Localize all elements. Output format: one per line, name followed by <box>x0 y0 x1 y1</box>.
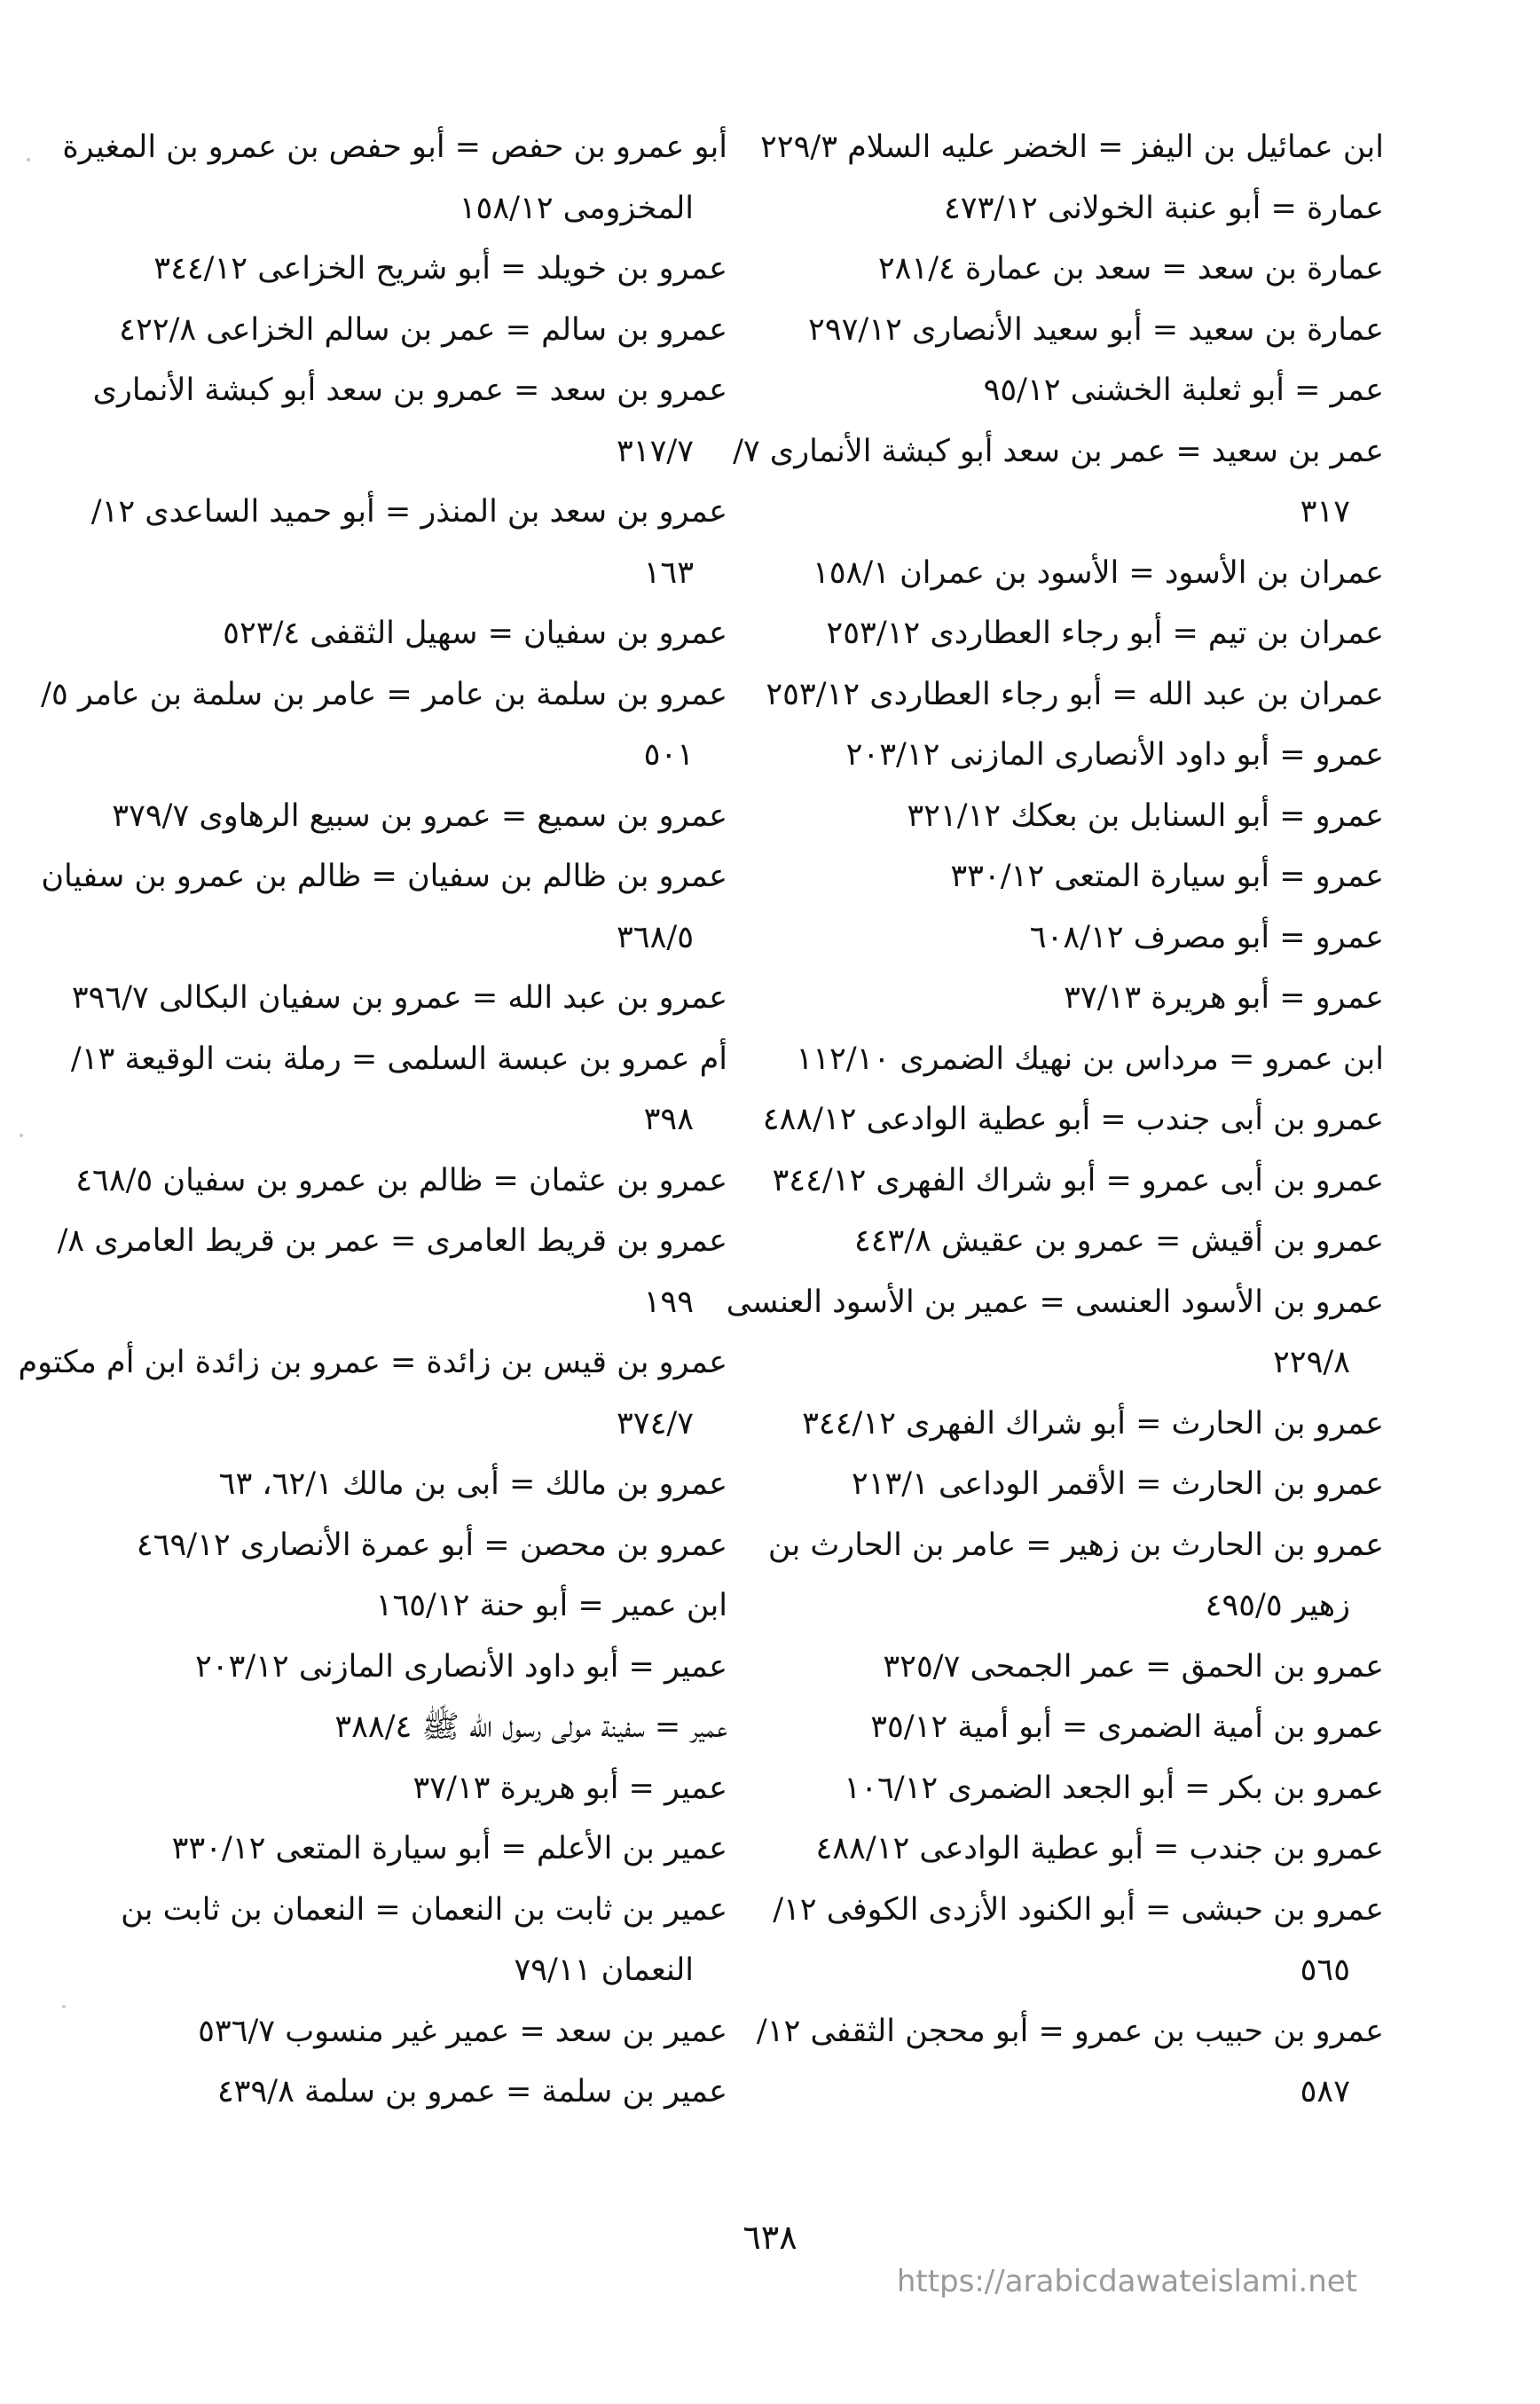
margin-speck <box>20 1134 23 1137</box>
index-entry: عمران بن الأسود = الأسود بن عمران ١٥٨/١ <box>812 554 1384 591</box>
index-entry: ابن عمير = أبو حنة ١٦٥/١٢ <box>375 1588 727 1623</box>
index-column-right <box>726 117 1384 2123</box>
index-entry-continuation: ٣١٧/٧ <box>617 433 694 469</box>
index-entry: عمير = سفينة مولى رسول الله ﷺ ٣٨٨/٤ <box>334 1709 727 1745</box>
index-entry: عمر بن سعيد = عمر بن سعد أبو كبشة الأنمارى ٧/ <box>733 433 1384 469</box>
index-entry: عمرو بن قيس بن زائدة = عمرو بن زائدة ابن أم مكتوم <box>18 1345 727 1380</box>
index-entry-continuation: ٢٢٩/٨ <box>1273 1345 1350 1380</box>
index-entry: عمرو = أبو داود الأنصارى المازنى ٢٠٣/١٢ <box>845 737 1384 773</box>
index-entry-continuation: ٥٨٧ <box>1300 2074 1350 2109</box>
index-entry: عمرو بن سعد = عمرو بن سعد أبو كبشة الأنمارى <box>92 373 727 408</box>
index-entry: عمرو بن أبى جندب = أبو عطية الوادعى ٤٨٨/١٢ <box>762 1102 1384 1137</box>
index-entry: عمرو = أبو السنابل بن بعكك ٣٢١/١٢ <box>907 797 1384 834</box>
index-entry: عمران بن تيم = أبو رجاء العطاردى ٢٥٣/١٢ <box>826 616 1384 651</box>
index-entry: عمرو = أبو هريرة ٣٧/١٣ <box>1064 980 1384 1016</box>
index-entry-continuation: ١٦٣ <box>643 554 694 591</box>
index-entry: عمرو بن سالم = عمر بن سالم الخزاعى ٤٢٢/٨ <box>119 311 727 348</box>
index-entry: عمرو بن عبد الله = عمرو بن سفيان البكالى ٣٩٦/٧ <box>71 980 727 1016</box>
index-entry-continuation: النعمان ٧٩/١١ <box>514 1952 694 1988</box>
index-entry: عمرو بن الحارث بن زهير = عامر بن الحارث بن <box>767 1527 1384 1563</box>
index-entry: عمرو بن أمية الضمرى = أبو أمية ٣٥/١٢ <box>870 1709 1384 1745</box>
index-entry: عمر = أبو ثعلبة الخشنى ٩٥/١٢ <box>983 373 1384 408</box>
index-entry: عمارة = أبو عنبة الخولانى ٤٧٣/١٢ <box>943 190 1384 226</box>
index-entry: عمير بن ثابت بن النعمان = النعمان بن ثابت بن <box>121 1891 727 1928</box>
index-entry-continuation: ٣١٧ <box>1300 494 1350 530</box>
index-column-left <box>18 117 727 2123</box>
index-entry: عمرو بن قريط العامرى = عمر بن قريط العامرى ٨/ <box>57 1223 727 1259</box>
index-entry: عمرو بن جندب = أبو عطية الوادعى ٤٨٨/١٢ <box>815 1831 1384 1866</box>
index-entry: عمرو بن سلمة بن عامر = عامر بن سلمة بن عامر ٥/ <box>41 676 727 712</box>
index-entry: ابن عمائيل بن اليفز = الخضر عليه السلام ٢٢٩/٣ <box>760 130 1384 165</box>
index-entry: عمرو بن سعد بن المنذر = أبو حميد الساعدى ١٢/ <box>90 494 727 530</box>
index-entry: عمرو بن الحمق = عمر الجمحى ٣٢٥/٧ <box>883 1648 1384 1685</box>
index-entry: عمير بن الأعلم = أبو سيارة المتعى ٣٣٠/١٢ <box>171 1831 727 1866</box>
index-entry: عمير = أبو داود الأنصارى المازنى ٢٠٣/١٢ <box>194 1648 727 1685</box>
index-entry: عمرو بن محصن = أبو عمرة الأنصارى ٤٦٩/١٢ <box>136 1527 727 1563</box>
index-entry: عمير بن سعد = عمير غير منسوب ٥٣٦/٧ <box>198 2013 727 2049</box>
index-entry: عمرو بن سفيان = سهيل الثقفى ٥٢٣/٤ <box>223 616 727 651</box>
page-number: ٦٣٨ <box>742 2218 798 2257</box>
index-entry-continuation: ٣٩٨ <box>643 1102 694 1137</box>
index-entry: أبو عمرو بن حفص = أبو حفص بن عمرو بن المغيرة <box>62 130 727 165</box>
index-entry-continuation: ٥٦٥ <box>1300 1952 1350 1988</box>
index-entry: ابن عمرو = مرداس بن نهيك الضمرى ١١٢/١٠ <box>796 1041 1384 1077</box>
index-entry-continuation: ١٩٩ <box>643 1284 694 1320</box>
index-entry: عمرو بن الأسود العنسى = عمير بن الأسود العنسى <box>726 1284 1384 1320</box>
index-entry: عمرو بن سميع = عمرو بن سبيع الرهاوى ٣٧٩/٧ <box>112 797 727 834</box>
index-entry: عمرو بن أقيش = عمرو بن عقيش ٤٤٣/٨ <box>853 1223 1384 1259</box>
index-entry-continuation: ٥٠١ <box>643 737 694 773</box>
index-entry: عمرو بن مالك = أبى بن مالك ٦٢/١، ٦٣ <box>218 1466 727 1502</box>
watermark-url[interactable]: https://arabicdawateislami.net <box>896 2264 1357 2299</box>
index-entry: عمرو بن الحارث = الأقمر الوداعى ٢١٣/١ <box>851 1466 1384 1502</box>
index-entry-continuation: ٣٦٨/٥ <box>617 919 694 955</box>
index-entry: عمرو بن حبشى = أبو الكنود الأزدى الكوفى ١٢/ <box>773 1891 1384 1928</box>
index-entry-continuation: ٣٧٤/٧ <box>617 1405 694 1442</box>
margin-speck <box>27 158 30 161</box>
index-entry: عمران بن عبد الله = أبو رجاء العطاردى ٢٥٣/١٢ <box>766 676 1384 712</box>
index-entry: عمرو بن أبى عمرو = أبو شراك الفهرى ٣٤٤/١٢ <box>772 1162 1384 1198</box>
index-entry: عمرو بن عثمان = ظالم بن عمرو بن سفيان ٤٦٨/٥ <box>75 1162 727 1198</box>
index-entry: عمرو بن حبيب بن عمرو = أبو محجن الثقفى ١٢/ <box>756 2013 1384 2049</box>
margin-speck <box>62 2005 66 2008</box>
index-entry: عمرو = أبو مصرف ٦٠٨/١٢ <box>1029 919 1384 955</box>
index-entry-continuation: المخزومى ١٥٨/١٢ <box>459 190 694 226</box>
index-entry: عمارة بن سعد = سعد بن عمارة ٢٨١/٤ <box>877 251 1384 287</box>
index-entry: عمرو بن ظالم بن سفيان = ظالم بن عمرو بن سفيان <box>41 859 727 894</box>
index-entry: أم عمرو بن عبسة السلمى = رملة بنت الوقيعة ١٣/ <box>70 1041 727 1077</box>
index-entry: عمارة بن سعيد = أبو سعيد الأنصارى ٢٩٧/١٢ <box>808 311 1384 348</box>
index-entry: عمرو = أبو سيارة المتعى ٣٣٠/١٢ <box>950 859 1384 894</box>
index-entry: عمرو بن خويلد = أبو شريح الخزاعى ٣٤٤/١٢ <box>153 251 727 287</box>
index-entry: عمير = أبو هريرة ٣٧/١٣ <box>412 1770 727 1806</box>
index-entry: عمرو بن بكر = أبو الجعد الضمرى ١٠٦/١٢ <box>844 1770 1384 1806</box>
index-entry: عمير بن سلمة = عمرو بن سلمة ٤٣٩/٨ <box>216 2074 727 2109</box>
index-entry: عمرو بن الحارث = أبو شراك الفهرى ٣٤٤/١٢ <box>802 1405 1384 1442</box>
index-entry-continuation: زهير ٤٩٥/٥ <box>1205 1588 1350 1623</box>
